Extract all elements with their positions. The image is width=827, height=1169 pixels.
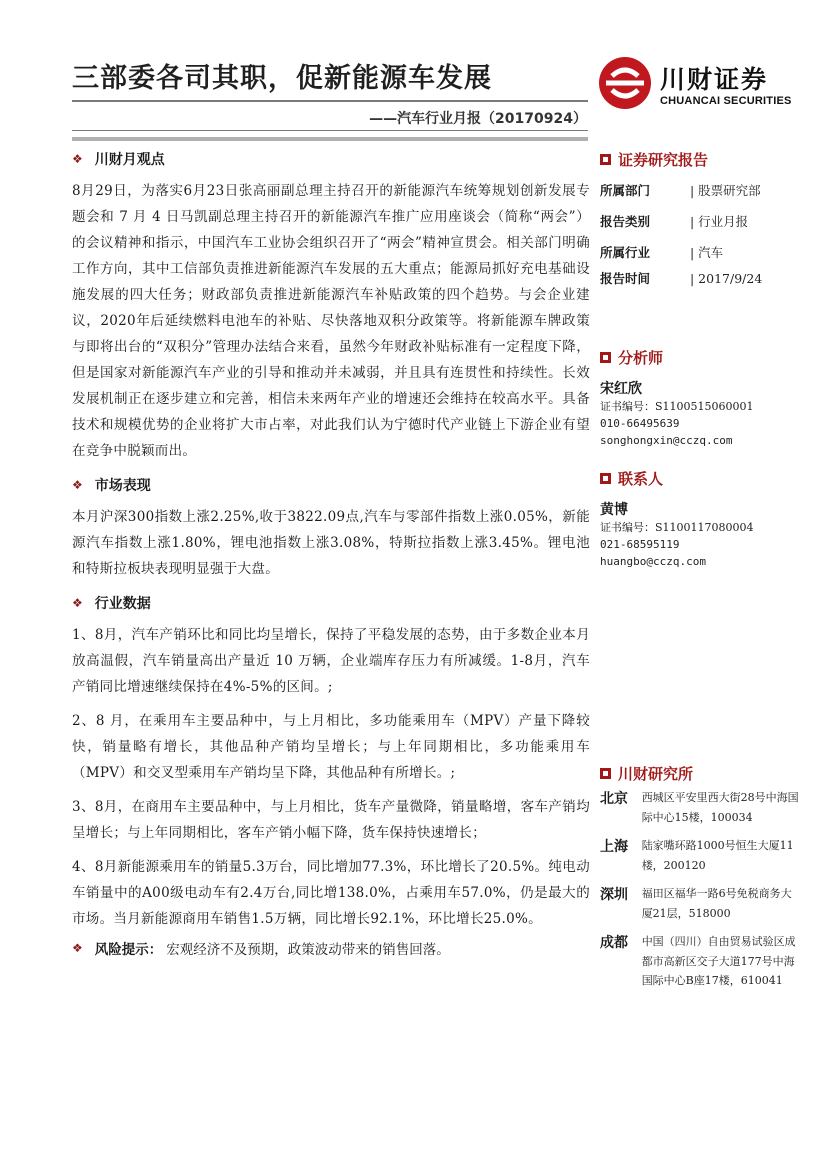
section-title: 川财月观点 — [94, 152, 165, 168]
analyst-heading — [600, 346, 800, 368]
company-logo — [598, 56, 798, 112]
risk-warning — [72, 938, 590, 958]
info-row-category — [600, 205, 800, 236]
diamond-bullet-icon: ❖ — [72, 152, 83, 166]
office-beijing — [600, 788, 800, 827]
analyst-email[interactable]: songhongxin@cczq.com — [600, 434, 733, 447]
industry-paragraph-4: 4、8月新能源乘用车的销量5.3万台，同比增加77.3%，环比增长了20.5%。纯电动车销量中的A00级电动车有2.4万台,同比增138.0%，占乘用车57.0%，仍是最大的市场。当月新能源商用车销售1.5万辆，同比增长92.1%，环比增长25.0%。 — [72, 859, 590, 927]
section-square-icon — [600, 768, 611, 779]
view-paragraph: 8月29日，为落实6月23日张高丽副总理主持召开的新能源汽车统筹规划创新发展专题会和 7 月 4 日马凯副总理主持召开的新能源汽车推广应用座谈会（简称“两会”）的会议精神和指示，中国汽车工业协会组织召开了“两会”精神宣贯会。相关部门明确工作方向，其中工信部负责推进新能源汽车发展的五大重点；能源局抓好充电基础设施发展的四大任务；财政部负责推进新能源汽车补贴政策的四个趋势。与会企业建议，2020年后延续燃料电池车的补贴、尽快落地双积分政策等。将新能源车牌政策与即将出台的“双积分”管理办法结合来看，虽然今年财政补贴标准有一定程度下降，但是国家对新能源汽车产业的引导和推动并未减弱，并且具有连贯性和持续性。长效发展机制正在逐步建立和完善，相信未来两年产业的增速还会维持在较高水平。具备技术和规模优势的企业将扩大市占率，对此我们认为宁德时代产业链上下游企业有望在竞争中脱颖而出。 — [72, 183, 590, 459]
info-label: 所属部门 — [600, 182, 651, 198]
industry-paragraph-3: 3、8月，在商用车主要品种中，与上月相比，货车产量微降，销量略增，客车产销均呈增长；与上年同期相比，客车产销小幅下降，货车保持快速增长； — [72, 799, 590, 841]
report-info-heading — [600, 148, 800, 170]
info-value: | 汽车 — [690, 244, 724, 260]
header-rule-top — [72, 100, 588, 102]
office-city: 北京 — [600, 791, 628, 807]
analyst-cert: 证书编号：S1100515060001 — [600, 400, 754, 413]
market-paragraph: 本月沪深300指数上涨2.25%,收于3822.09点,汽车与零部件指数上涨0.05%，新能源汽车指数上涨1.80%，锂电池指数上涨3.08%，特斯拉指数上涨3.45%。锂电池和特斯拉板块表现明显强于大盘。 — [72, 509, 590, 577]
section-heading-view — [72, 148, 590, 170]
info-value: | 2017/9/24 — [690, 270, 763, 286]
contact-name: 黄博 — [600, 502, 628, 518]
section-heading-industry — [72, 592, 590, 614]
analyst-panel — [600, 346, 800, 449]
logo-text-cn: 川财证券 — [660, 65, 769, 94]
info-value: | 行业月报 — [690, 213, 749, 229]
contact-panel — [600, 467, 800, 570]
contact-cert: 证书编号：S1100117080004 — [600, 521, 754, 534]
info-row-department — [600, 174, 800, 205]
info-row-date — [600, 267, 800, 289]
office-address: 西城区平安里西大街28号中海国际中心15楼，100034 — [641, 791, 799, 824]
office-address: 中国（四川）自由贸易试验区成都市高新区交子大道177号中海国际中心B座17楼，610041 — [641, 935, 796, 987]
report-title: 三部委各司其职，促新能源车发展 — [72, 63, 492, 94]
analyst-name: 宋红欣 — [600, 381, 642, 397]
section-square-icon — [600, 352, 611, 363]
office-shenzhen — [600, 884, 800, 923]
info-label: 报告类别 — [600, 213, 651, 229]
institute-heading — [600, 762, 800, 784]
industry-paragraph-1: 1、8月，汽车产销环比和同比均呈增长，保持了平稳发展的态势，由于多数企业本月放高温假，汽车销量高出产量近 10 万辆，企业端库存压力有所减缓。1-8月，汽车产销同比增速继续保持在4%-5%的区间。; — [72, 627, 590, 695]
contact-heading — [600, 467, 800, 489]
section-square-icon — [600, 473, 611, 484]
office-address: 福田区福华一路6号免税商务大厦21层，518000 — [641, 887, 792, 920]
contact-email[interactable]: huangbo@cczq.com — [600, 555, 706, 568]
risk-text: 宏观经济不及预期，政策波动带来的销售回落。 — [166, 942, 450, 958]
institute-panel — [600, 762, 800, 991]
report-info-panel — [600, 148, 800, 289]
section-title: 市场表现 — [94, 478, 151, 494]
office-city: 成都 — [600, 935, 628, 951]
diamond-bullet-icon: ❖ — [72, 478, 83, 492]
risk-label: 风险提示： — [94, 942, 163, 958]
info-label: 报告时间 — [600, 271, 651, 286]
info-value: | 股票研究部 — [690, 182, 761, 198]
office-city: 上海 — [600, 839, 628, 855]
logo-text-en: CHUANCAI SECURITIES — [660, 95, 792, 107]
industry-paragraph-2: 2、8 月，在乘用车主要品种中，与上月相比，多功能乘用车（MPV）产量下降较快，销量略有增长，其他品种产销均呈增长；与上年同期相比，多功能乘用车（MPV）和交叉型乘用车产销均呈下降，其他品种有所增长。; — [72, 713, 590, 781]
office-shanghai — [600, 836, 800, 875]
office-city: 深圳 — [600, 887, 628, 903]
header-rule-bottom — [72, 137, 588, 141]
logo-mark-icon — [598, 56, 652, 110]
diamond-bullet-icon: ❖ — [72, 596, 83, 610]
header-rule-mid — [72, 130, 588, 131]
diamond-bullet-icon: ❖ — [72, 941, 83, 955]
side-heading-text: 联系人 — [618, 469, 664, 488]
section-square-icon — [600, 154, 611, 165]
section-heading-market — [72, 474, 590, 496]
info-row-industry — [600, 236, 800, 267]
office-chengdu — [600, 932, 800, 991]
office-address: 陆家嘴环路1000号恒生大厦11楼，200120 — [641, 839, 794, 872]
info-label: 所属行业 — [600, 244, 651, 260]
main-column — [72, 148, 590, 958]
side-heading-text: 川财研究所 — [618, 764, 694, 783]
contact-phone: 021-68595119 — [600, 538, 680, 551]
report-subtitle: ——汽车行业月报（20170924） — [369, 111, 587, 127]
section-title: 行业数据 — [94, 596, 151, 612]
side-heading-text: 证券研究报告 — [618, 150, 709, 169]
side-heading-text: 分析师 — [618, 348, 664, 367]
analyst-phone: 010-66495639 — [600, 417, 680, 430]
